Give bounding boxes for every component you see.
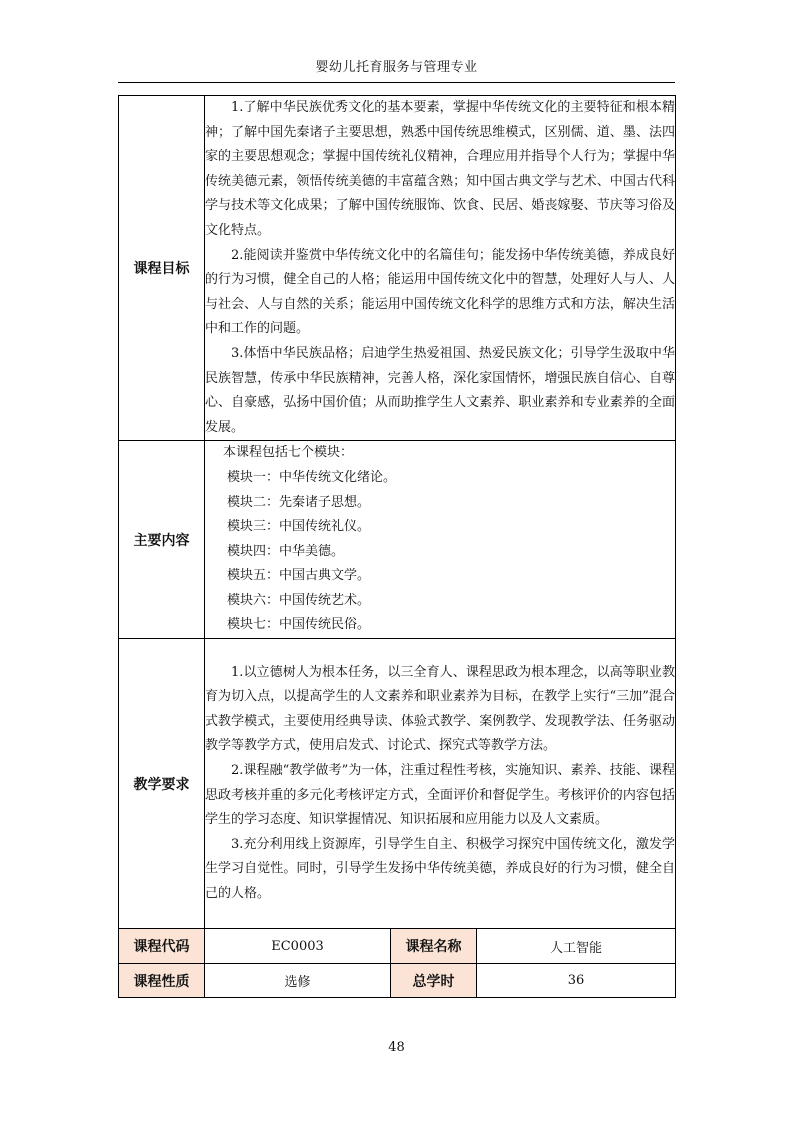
running-header: 婴幼儿托育服务与管理专业 (315, 60, 478, 75)
goals-label: 课程目标 (119, 96, 205, 441)
module-item: 模块六：中国传统艺术。 (227, 592, 371, 608)
teaching-label: 教学要求 (119, 639, 205, 929)
page-number: 48 (388, 1040, 405, 1055)
teaching-paragraph: 2.课程融“教学做考”为一体，注重过程性考核，实施知识、素养、技能、课程思政考核并重的多元化考核评定方式，全面评价和督促学生。考核评价的内容包括学生的学习态度、知识掌握情况、知识拓展和应用能力以及人文素质。 (205, 762, 676, 828)
content-row (119, 441, 676, 639)
code-name-row (119, 929, 676, 964)
total-hours-value: 36 (477, 964, 676, 998)
goals-paragraph: 2.能阅读并鉴赏中华传统文化中的名篇佳句；能发扬中华传统美德，养成良好的行为习惯，健全自己的人格；能运用中国传统文化中的智慧，处理好人与人、人与社会、人与自然的关系；能运用中国传统文化科学的思维方式和方法，解决生活中和工作的问题。 (205, 247, 676, 337)
header-rule (118, 82, 675, 83)
module-item: 模块五：中国古典文学。 (227, 568, 371, 584)
course-code-label: 课程代码 (119, 929, 205, 964)
content-body (205, 441, 676, 639)
course-name-value: 人工智能 (477, 929, 676, 964)
teaching-paragraph: 3.充分利用线上资源库，引导学生自主、积极学习探究中国传统文化，激发学生学习自觉性。同时，引导学生发扬中华传统美德，养成良好的行为习惯，健全自己的人格。 (205, 836, 676, 901)
module-item: 模块一：中华传统文化绪论。 (227, 469, 397, 485)
teaching-row (119, 639, 676, 929)
goals-content (205, 96, 676, 441)
module-item: 模块七：中国传统民俗。 (227, 617, 371, 633)
course-table (118, 95, 676, 998)
course-nature-value: 选修 (205, 964, 391, 998)
content-intro: 本课程包括七个模块： (223, 445, 354, 461)
module-item: 模块二：先秦诸子思想。 (227, 494, 371, 510)
module-item: 模块四：中华美德。 (227, 543, 345, 559)
teaching-content (205, 639, 676, 929)
goals-row (119, 96, 676, 441)
course-name-label: 课程名称 (391, 929, 477, 964)
teaching-paragraph: 1.以立德树人为根本任务，以三全育人、课程思政为根本理念，以高等职业教育为切入点，以提高学生的人文素养和职业素养为目标，在教学上实行“三加”混合式教学模式，主要使用经典导读、体验式教学、案例教学、发现教学法、任务驱动教学等教学方式，使用启发式、讨论式、探究式等教学方法。 (205, 664, 676, 754)
goals-paragraph: 1.了解中华民族优秀文化的基本要素，掌握中华传统文化的主要特征和根本精神；了解中国先秦诸子主要思想，熟悉中国传统思维模式，区别儒、道、墨、法四家的主要思想观念；掌握中国传统礼仪精神，合理应用并指导个人行为；掌握中华传统美德元素，领悟传统美德的丰富蕴含熟；知中国古典文学与艺术、中国古代科学与技术等文化成果；了解中国传统服饰、饮食、民居、婚丧嫁娶、节庆等习俗及文化特点。 (205, 100, 676, 238)
module-item: 模块三：中国传统礼仪。 (227, 519, 371, 535)
course-nature-label: 课程性质 (119, 964, 205, 998)
nature-hours-row (119, 964, 676, 998)
total-hours-label: 总学时 (391, 964, 477, 998)
content-label: 主要内容 (119, 441, 205, 639)
course-code-value: EC0003 (205, 929, 391, 964)
goals-paragraph: 3.体悟中华民族品格；启迪学生热爱祖国、热爱民族文化；引导学生汲取中华民族智慧，传承中华民族精神，完善人格，深化家国情怀，增强民族自信心、自尊心、自豪感，弘扬中国价值；从而助推学生人文素养、职业素养和专业素养的全面发展。 (205, 345, 676, 435)
